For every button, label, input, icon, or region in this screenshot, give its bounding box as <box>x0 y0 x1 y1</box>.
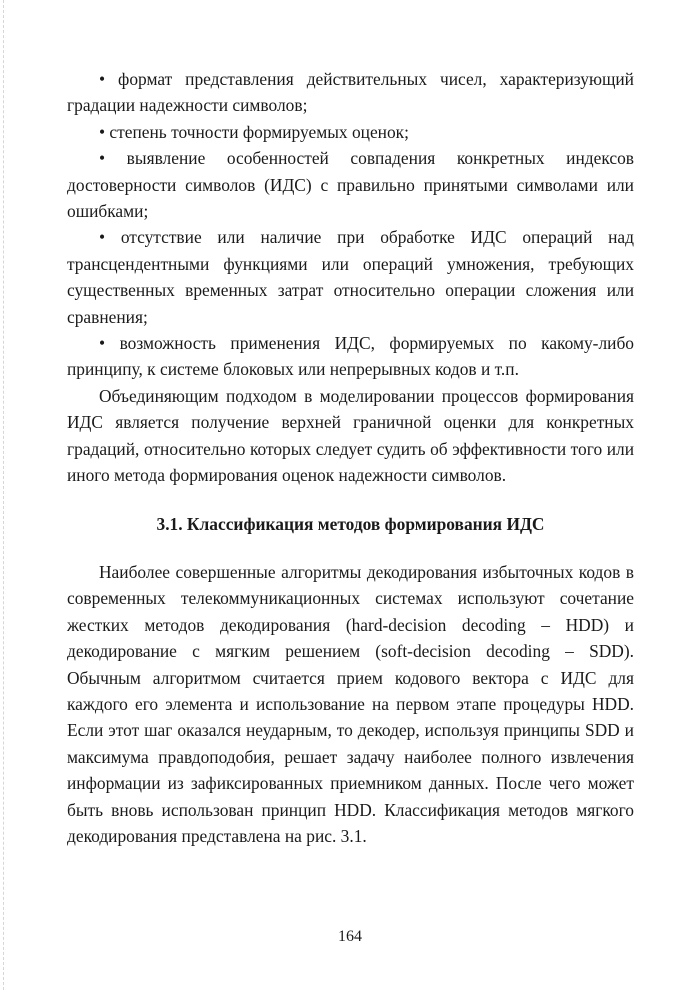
page-content <box>67 66 634 849</box>
bullet-item-1: • формат представления действительных чисел, характеризующий градации надежности символов; <box>67 69 634 116</box>
bullet-item-4: • отсутствие или наличие при обработке ИДС операций над трансцендентными функциями или операций умножения, требующих существенных временных затрат относительно операции сложения или сравнения; <box>67 227 634 327</box>
intro-paragraph: Объединяющим подходом в моделировании процессов формирования ИДС является получение верхней граничной оценки для конкретных градаций, относительно которых следует судить об эффективности того или иного метода формирования оценок надежности символов. <box>67 385 634 486</box>
bullet-item-2: • степень точности формируемых оценок; <box>99 121 409 142</box>
page-edge <box>3 0 4 990</box>
section-paragraph: Наиболее совершенные алгоритмы декодирования избыточных кодов в современных телекоммуникационных системах используют сочетание жестких методов декодирования (hard-decision decoding – HDD) и декодирование с мягким решением (soft-decision decoding – SDD). Обычным алгоритмом считается прием кодового вектора с ИДС для каждого его элемента и использование на первом этапе процедуры HDD. Если этот шаг оказался неударным, то декодер, используя принципы SDD и максимума правдоподобия, решает задачу наиболее полного извлечения информации из зафиксированных приемником данных. После чего может быть вновь использован принцип HDD. Классификация методов мягкого декодирования представлена на рис. 3.1. <box>67 561 634 846</box>
bullet-item-3: • выявление особенностей совпадения конкретных индексов достоверности символов (ИДС) с правильно принятыми символами или ошибками; <box>67 148 634 222</box>
page-number: 164 <box>338 928 362 945</box>
bullet-item-5: • возможность применения ИДС, формируемых по какому-либо принципу, к системе блоковых или непрерывных кодов и т.п. <box>67 333 634 380</box>
section-heading: 3.1. Классификация методов формирования ИДС <box>156 513 545 534</box>
